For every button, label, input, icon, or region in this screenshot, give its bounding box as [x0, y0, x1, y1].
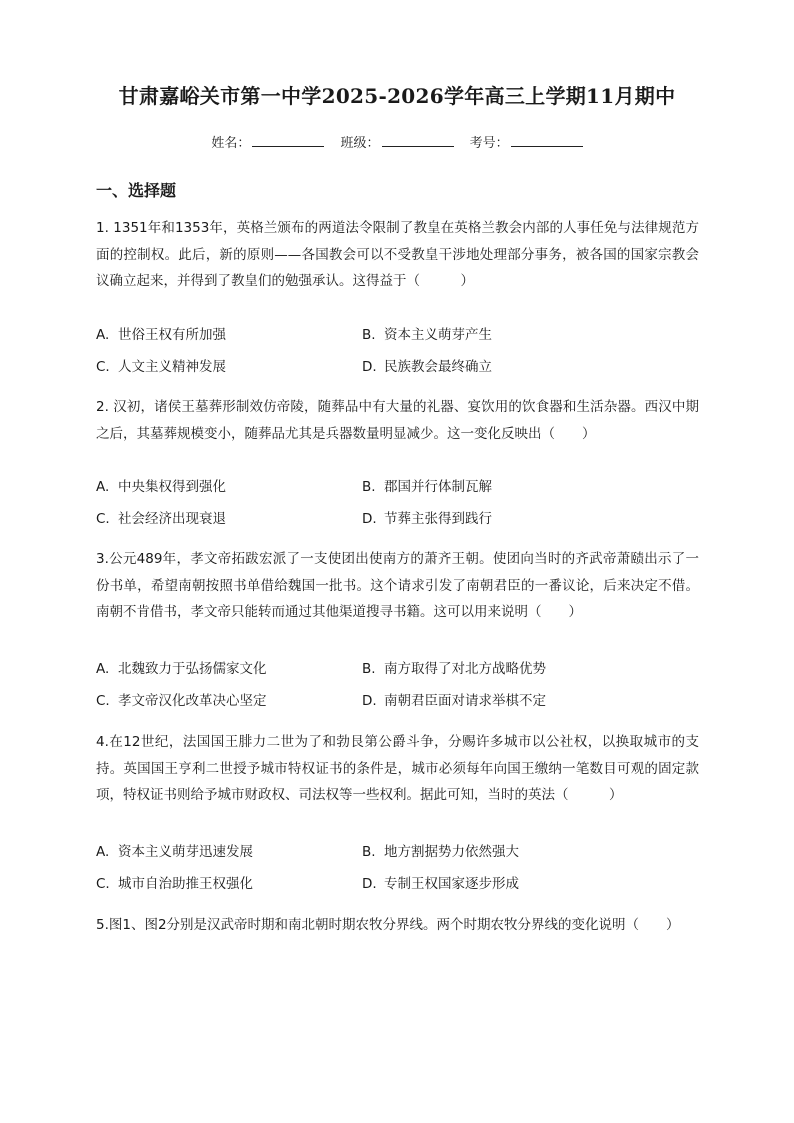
- option-letter: B.: [362, 327, 376, 343]
- page-title: 甘肃嘉峪关市第一中学2025-2026学年高三上学期11月期中: [118, 84, 676, 108]
- exam-no-field[interactable]: [470, 132, 583, 151]
- question-5-stem: 5.图1、图2分别是汉武帝时期和南北朝时期农牧分界线。两个时期农牧分界线的变化说明（ ）: [96, 917, 680, 933]
- name-label: 姓名：: [211, 136, 251, 151]
- option-letter: A.: [96, 327, 110, 343]
- option-letter: C.: [96, 876, 110, 892]
- name-blank[interactable]: [252, 134, 324, 147]
- exam-no-blank[interactable]: [511, 134, 583, 147]
- option-text: 地方割据势力依然强大: [384, 844, 519, 860]
- class-label: 班级：: [340, 136, 380, 151]
- option-text: 郡国并行体制瓦解: [384, 479, 492, 495]
- option-text: 城市自治助推王权强化: [118, 876, 253, 892]
- name-field[interactable]: [211, 132, 324, 151]
- option-letter: C.: [96, 511, 110, 527]
- question-1-option-b[interactable]: [362, 323, 492, 343]
- question-3-option-a[interactable]: [96, 657, 267, 677]
- option-text: 人文主义精神发展: [118, 359, 226, 375]
- class-field[interactable]: [340, 132, 453, 151]
- option-letter: D.: [362, 693, 377, 709]
- option-text: 北魏致力于弘扬儒家文化: [118, 661, 267, 677]
- question-2-stem: 2. 汉初，诸侯王墓葬形制效仿帝陵，随葬品中有大量的礼器、宴饮用的饮食器和生活杂器。西汉中期之后，其墓葬规模变小，随葬品尤其是兵器数量明显减少。这一变化反映出（ ）: [96, 399, 699, 442]
- option-letter: D.: [362, 876, 377, 892]
- option-letter: A.: [96, 479, 110, 495]
- question-2-option-b[interactable]: [362, 475, 492, 495]
- option-letter: B.: [362, 844, 376, 860]
- question-3-option-b[interactable]: [362, 657, 546, 677]
- section-heading: 一、选择题: [96, 181, 177, 200]
- question-2-option-c[interactable]: [96, 507, 226, 527]
- question-1-stem: 1. 1351年和1353年，英格兰颁布的两道法令限制了教皇在英格兰教会内部的人事任免与法律规范方面的控制权。此后，新的原则——各国教会可以不受教皇干涉地处理部分事务，被各国的国家宗教会议确立起来，并得到了教皇们的勉强承认。这得益于（ ）: [96, 220, 699, 289]
- option-text: 资本主义萌芽迅速发展: [118, 844, 253, 860]
- class-blank[interactable]: [382, 134, 454, 147]
- option-text: 南朝君臣面对请求举棋不定: [384, 693, 546, 709]
- question-4-option-c[interactable]: [96, 872, 253, 892]
- question-4-option-b[interactable]: [362, 840, 519, 860]
- option-text: 孝文帝汉化改革决心坚定: [118, 693, 267, 709]
- option-text: 社会经济出现衰退: [118, 511, 226, 527]
- question-3-option-c[interactable]: [96, 689, 267, 709]
- question-3-option-d[interactable]: [362, 689, 546, 709]
- option-letter: D.: [362, 511, 377, 527]
- option-text: 民族教会最终确立: [384, 359, 492, 375]
- option-letter: C.: [96, 693, 110, 709]
- option-letter: B.: [362, 661, 376, 677]
- question-1-option-a[interactable]: [96, 323, 226, 343]
- exam-no-label: 考号：: [469, 136, 509, 151]
- option-text: 节葬主张得到践行: [384, 511, 492, 527]
- option-text: 南方取得了对北方战略优势: [384, 661, 546, 677]
- option-text: 专制王权国家逐步形成: [384, 876, 519, 892]
- option-letter: C.: [96, 359, 110, 375]
- option-letter: B.: [362, 479, 376, 495]
- option-text: 世俗王权有所加强: [118, 327, 226, 343]
- option-letter: A.: [96, 844, 110, 860]
- option-letter: A.: [96, 661, 110, 677]
- question-1-option-c[interactable]: [96, 355, 226, 375]
- question-2-option-d[interactable]: [362, 507, 492, 527]
- option-text: 中央集权得到强化: [118, 479, 226, 495]
- option-letter: D.: [362, 359, 377, 375]
- question-4-option-d[interactable]: [362, 872, 519, 892]
- question-1-option-d[interactable]: [362, 355, 492, 375]
- question-3-stem: 3.公元489年，孝文帝拓跋宏派了一支使团出使南方的萧齐王朝。使团向当时的齐武帝萧赜出示了一份书单，希望南朝按照书单借给魏国一批书。这个请求引发了南朝君臣的一番议论，后来决定不借。南朝不肯借书，孝文帝只能转而通过其他渠道搜寻书籍。这可以用来说明（ ）: [96, 551, 699, 620]
- question-4-option-a[interactable]: [96, 840, 253, 860]
- student-info-row: [0, 132, 794, 151]
- option-text: 资本主义萌芽产生: [384, 327, 492, 343]
- question-2-option-a[interactable]: [96, 475, 226, 495]
- question-4-stem: 4.在12世纪，法国国王腓力二世为了和勃艮第公爵斗争，分赐许多城市以公社权，以换取城市的支持。英国国王亨利二世授予城市特权证书的条件是，城市必须每年向国王缴纳一笔数目可观的固定款项，特权证书则给予城市财政权、司法权等一些权利。据此可知，当时的英法（ ）: [96, 734, 699, 803]
